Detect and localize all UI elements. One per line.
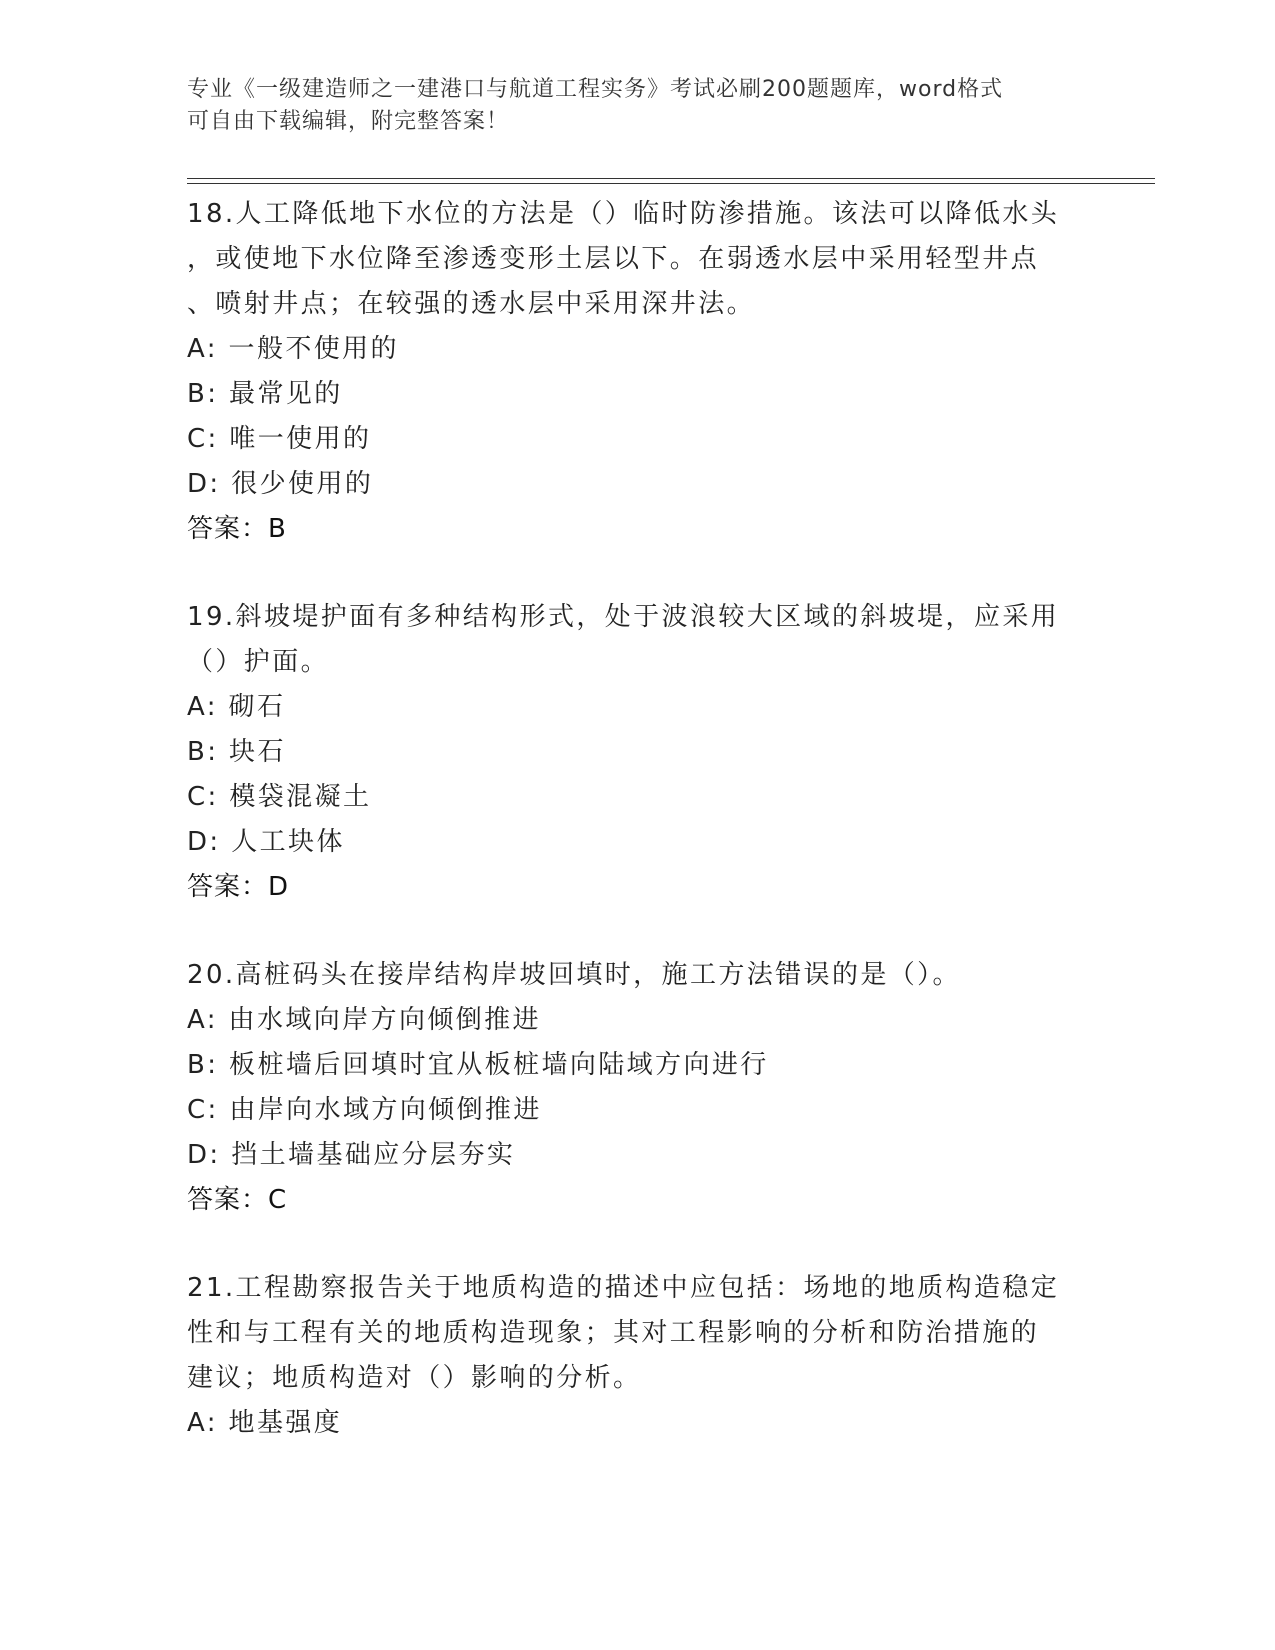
question-stem: 、喷射井点；在较强的透水层中采用深井法。 <box>187 289 756 319</box>
option-c: C: 唯一使用的 <box>187 424 372 454</box>
question-21 <box>187 1266 1087 1446</box>
option-a: A: 砌石 <box>187 692 286 722</box>
option-c: C: 由岸向水域方向倾倒推进 <box>187 1095 542 1125</box>
option-c: C: 模袋混凝土 <box>187 782 372 812</box>
option-a: A: 由水域向岸方向倾倒推进 <box>187 1005 541 1035</box>
question-stem: ，或使地下水位降至渗透变形土层以下。在弱透水层中采用轻型井点 <box>187 244 1040 274</box>
question-stem: 建议；地质构造对（）影响的分析。 <box>187 1363 642 1393</box>
option-d: D: 很少使用的 <box>187 469 374 499</box>
question-stem: 21.工程勘察报告关于地质构造的描述中应包括：场地的地质构造稳定 <box>187 1273 1060 1303</box>
header-rule-top <box>187 178 1155 179</box>
option-b: B: 最常见的 <box>187 379 343 409</box>
question-stem: 性和与工程有关的地质构造现象；其对工程影响的分析和防治措施的 <box>187 1318 1040 1348</box>
question-stem: 20.高桩码头在接岸结构岸坡回填时，施工方法错误的是（）。 <box>187 960 961 990</box>
answer: 答案：C <box>187 1185 288 1215</box>
option-b: B: 块石 <box>187 737 286 767</box>
document-header <box>187 74 1067 138</box>
answer: 答案：D <box>187 872 290 902</box>
header-rule-bottom <box>187 183 1155 184</box>
option-a: A: 地基强度 <box>187 1408 343 1438</box>
header-line-2: 可自由下载编辑，附完整答案！ <box>187 109 510 134</box>
option-d: D: 人工块体 <box>187 827 345 857</box>
header-line-1: 专业《一级建造师之一建港口与航道工程实务》考试必刷200题题库，word格式 <box>187 77 1004 102</box>
answer: 答案：B <box>187 514 287 544</box>
option-d: D: 挡土墙基础应分层夯实 <box>187 1140 516 1170</box>
option-b: B: 板桩墙后回填时宜从板桩墙向陆域方向进行 <box>187 1050 769 1080</box>
question-stem: 18.人工降低地下水位的方法是（）临时防渗措施。该法可以降低水头 <box>187 199 1060 229</box>
question-20 <box>187 953 1087 1223</box>
question-list <box>187 192 1087 1489</box>
question-18 <box>187 192 1087 552</box>
question-stem: 19.斜坡堤护面有多种结构形式，处于波浪较大区域的斜坡堤，应采用 <box>187 602 1060 632</box>
option-a: A: 一般不使用的 <box>187 334 399 364</box>
question-19 <box>187 595 1087 910</box>
question-stem: （）护面。 <box>187 647 330 677</box>
